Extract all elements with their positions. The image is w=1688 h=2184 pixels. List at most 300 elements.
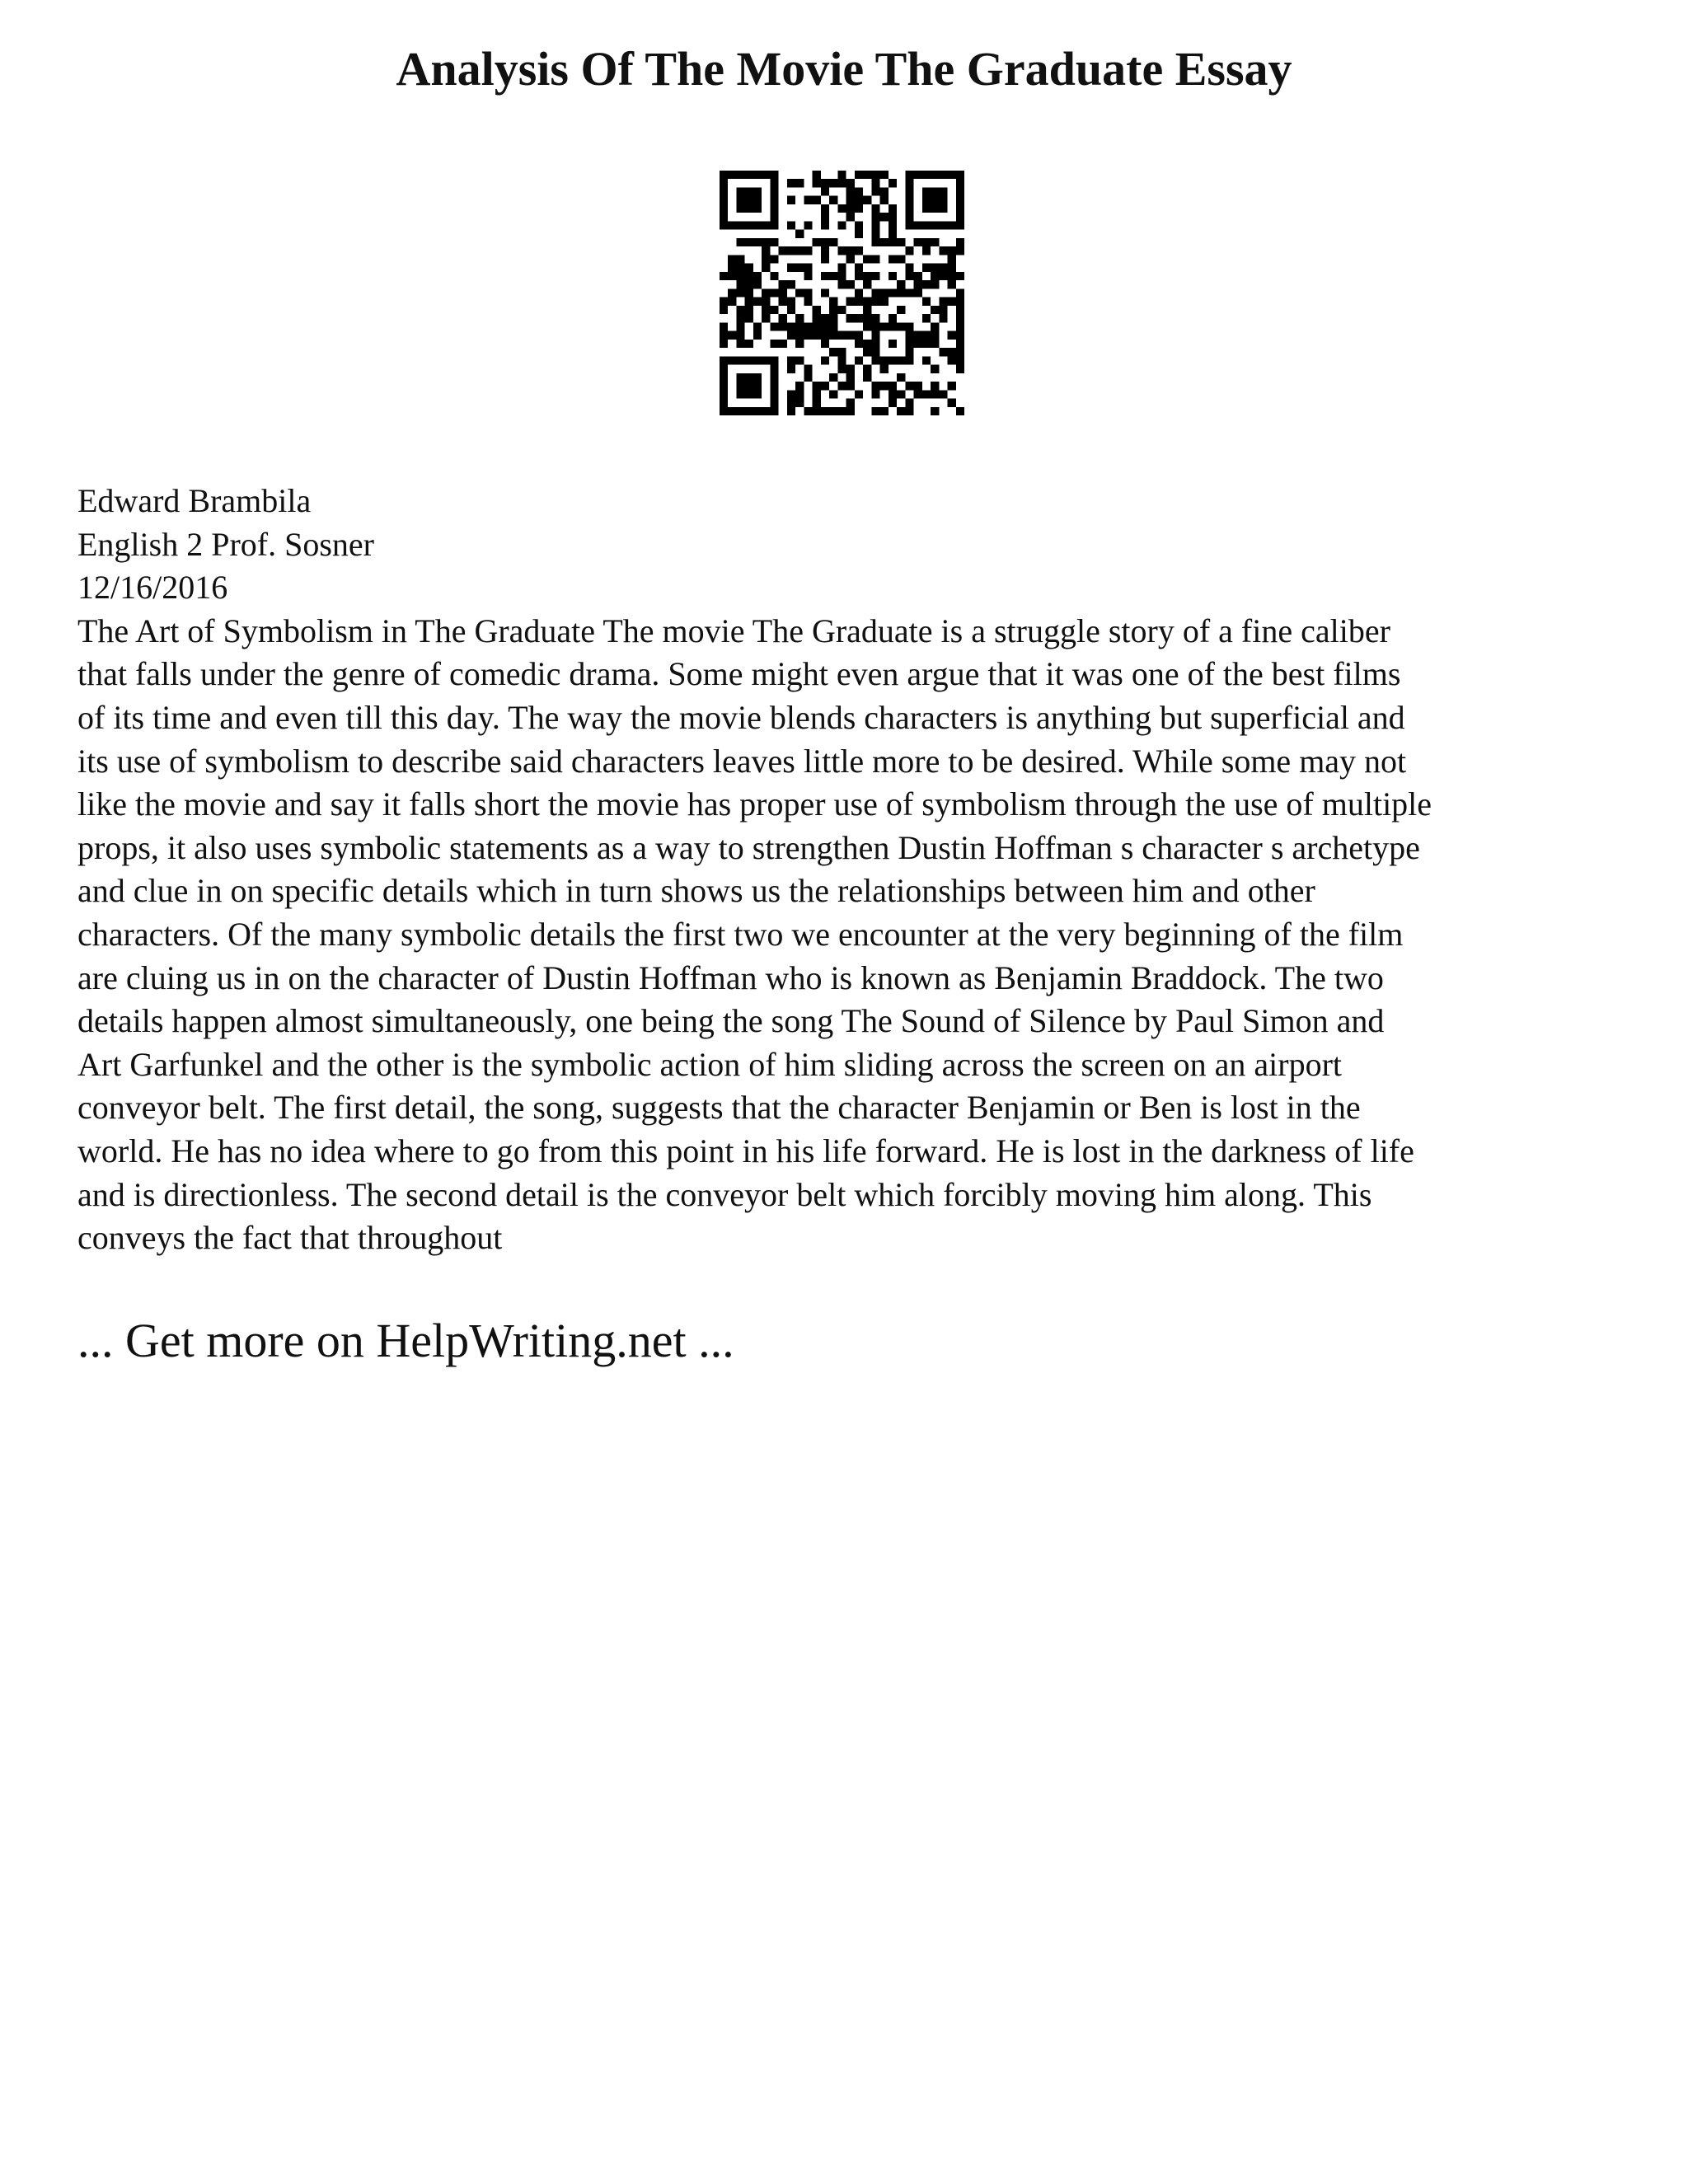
qr-module <box>948 264 956 272</box>
qr-module <box>745 382 753 390</box>
qr-module <box>787 331 795 340</box>
qr-module <box>728 255 736 263</box>
qr-module <box>728 288 736 297</box>
qr-module <box>889 272 897 280</box>
qr-module <box>897 322 905 330</box>
qr-module <box>821 204 829 213</box>
qr-module <box>905 187 913 195</box>
qr-module <box>846 255 855 263</box>
qr-module <box>897 306 905 314</box>
qr-module <box>753 407 762 415</box>
qr-module <box>736 280 744 288</box>
qr-module <box>880 196 889 204</box>
qr-module <box>956 298 964 306</box>
qr-module <box>787 306 795 314</box>
qr-module <box>720 179 728 187</box>
qr-module <box>770 365 778 373</box>
qr-module <box>948 255 956 263</box>
qr-module <box>795 322 804 330</box>
qr-module <box>948 382 956 390</box>
qr-module <box>956 238 964 246</box>
qr-module <box>905 407 913 415</box>
qr-module <box>855 187 863 195</box>
qr-module <box>863 298 871 306</box>
qr-module <box>745 221 753 229</box>
date-line: 12/16/2016 <box>77 569 228 607</box>
qr-module <box>922 221 931 229</box>
qr-module <box>736 221 744 229</box>
qr-module <box>846 280 855 288</box>
qr-module <box>846 246 855 255</box>
qr-module <box>736 373 744 382</box>
qr-module <box>728 298 736 306</box>
qr-module <box>956 331 964 340</box>
qr-module <box>821 407 829 415</box>
qr-module <box>821 255 829 263</box>
qr-module <box>956 213 964 221</box>
qr-module <box>829 322 837 330</box>
qr-module <box>846 213 855 221</box>
qr-module <box>837 179 846 187</box>
qr-code-icon <box>720 171 964 415</box>
qr-module <box>948 272 956 280</box>
qr-module <box>931 407 939 415</box>
qr-module <box>821 322 829 330</box>
qr-module <box>905 288 913 297</box>
qr-module <box>720 272 728 280</box>
qr-module <box>736 264 744 272</box>
qr-module <box>855 246 863 255</box>
qr-module <box>931 187 939 195</box>
qr-module <box>770 204 778 213</box>
qr-module <box>914 382 922 390</box>
body-line: are cluing us in on the character of Dustin Hoffman who is known as Benjamin Braddock. The two <box>77 958 1384 996</box>
qr-module <box>829 373 837 382</box>
qr-module <box>931 306 939 314</box>
qr-module <box>728 407 736 415</box>
qr-module <box>745 196 753 204</box>
qr-module <box>829 179 837 187</box>
qr-module <box>922 196 931 204</box>
qr-module <box>922 246 931 255</box>
qr-module <box>871 288 879 297</box>
qr-module <box>770 407 778 415</box>
qr-module <box>736 171 744 179</box>
qr-module <box>846 204 855 213</box>
qr-module <box>905 213 913 221</box>
qr-module <box>770 171 778 179</box>
qr-module <box>948 171 956 179</box>
qr-module <box>795 390 804 398</box>
qr-module <box>871 272 879 280</box>
qr-module <box>948 280 956 288</box>
qr-module <box>855 340 863 348</box>
qr-module <box>905 196 913 204</box>
qr-module <box>770 340 778 348</box>
qr-module <box>931 322 939 330</box>
qr-module <box>846 407 855 415</box>
qr-module <box>736 407 744 415</box>
qr-module <box>846 331 855 340</box>
qr-module <box>753 373 762 382</box>
qr-module <box>880 187 889 195</box>
qr-module <box>753 322 762 330</box>
qr-module <box>871 204 879 213</box>
qr-module <box>931 238 939 246</box>
qr-module <box>795 179 804 187</box>
qr-module <box>813 322 821 330</box>
qr-module <box>762 407 770 415</box>
qr-module <box>956 187 964 195</box>
qr-module <box>931 272 939 280</box>
qr-module <box>829 196 837 204</box>
qr-module <box>897 238 905 246</box>
qr-module <box>855 331 863 340</box>
qr-module <box>720 399 728 407</box>
qr-module <box>871 213 879 221</box>
qr-module <box>753 171 762 179</box>
qr-module <box>770 196 778 204</box>
qr-module <box>931 365 939 373</box>
qr-module <box>956 246 964 255</box>
qr-module <box>931 340 939 348</box>
qr-module <box>762 298 770 306</box>
qr-module <box>745 298 753 306</box>
qr-module <box>787 179 795 187</box>
qr-module <box>914 238 922 246</box>
qr-module <box>905 264 913 272</box>
qr-module <box>939 187 947 195</box>
qr-module <box>905 399 913 407</box>
qr-module <box>846 373 855 382</box>
qr-module <box>753 280 762 288</box>
qr-module <box>956 365 964 373</box>
qr-module <box>745 204 753 213</box>
qr-module <box>846 365 855 373</box>
qr-module <box>762 314 770 322</box>
qr-module <box>728 272 736 280</box>
qr-module <box>855 196 863 204</box>
qr-module <box>837 356 846 364</box>
qr-module <box>922 314 931 322</box>
qr-module <box>804 365 812 373</box>
qr-module <box>931 382 939 390</box>
qr-module <box>855 314 863 322</box>
qr-module <box>914 280 922 288</box>
qr-module <box>939 171 947 179</box>
qr-module <box>871 331 879 340</box>
qr-module <box>889 179 897 187</box>
qr-module <box>905 322 913 330</box>
qr-module <box>931 196 939 204</box>
page-title: Analysis Of The Movie The Graduate Essay <box>396 42 1292 96</box>
qr-module <box>956 314 964 322</box>
qr-module <box>804 331 812 340</box>
qr-module <box>897 390 905 398</box>
qr-module <box>897 356 905 364</box>
qr-module <box>728 221 736 229</box>
qr-module <box>736 187 744 195</box>
qr-module <box>889 382 897 390</box>
qr-module <box>905 179 913 187</box>
qr-module <box>889 204 897 213</box>
qr-module <box>770 213 778 221</box>
qr-module <box>837 348 846 356</box>
qr-module <box>837 382 846 390</box>
qr-module <box>931 280 939 288</box>
qr-module <box>720 196 728 204</box>
qr-module <box>880 356 889 364</box>
qr-module <box>871 340 879 348</box>
qr-module <box>948 298 956 306</box>
qr-module <box>889 230 897 238</box>
qr-module <box>770 288 778 297</box>
qr-module <box>804 298 812 306</box>
qr-module <box>770 399 778 407</box>
qr-module <box>855 204 863 213</box>
qr-module <box>939 298 947 306</box>
qr-module <box>804 246 812 255</box>
qr-module <box>922 204 931 213</box>
qr-module <box>736 340 744 348</box>
qr-module <box>736 272 744 280</box>
qr-module <box>889 238 897 246</box>
qr-module <box>846 196 855 204</box>
qr-module <box>787 407 795 415</box>
qr-module <box>779 246 787 255</box>
qr-module <box>745 280 753 288</box>
qr-module <box>837 204 846 213</box>
qr-module <box>931 331 939 340</box>
qr-module <box>939 272 947 280</box>
qr-module <box>897 288 905 297</box>
qr-module <box>762 288 770 297</box>
qr-module <box>837 365 846 373</box>
qr-module <box>804 221 812 229</box>
qr-module <box>720 187 728 195</box>
qr-module <box>753 238 762 246</box>
qr-module <box>880 298 889 306</box>
qr-module <box>871 187 879 195</box>
course-line: English 2 Prof. Sosner <box>77 525 374 563</box>
qr-module <box>871 322 879 330</box>
qr-module <box>762 255 770 263</box>
qr-module <box>753 221 762 229</box>
qr-module <box>905 221 913 229</box>
body-line: that falls under the genre of comedic drama. Some might even argue that it was one of the best films <box>77 655 1401 693</box>
qr-module <box>753 272 762 280</box>
qr-module <box>720 213 728 221</box>
qr-module <box>837 272 846 280</box>
qr-module <box>871 390 879 398</box>
qr-module <box>829 306 837 314</box>
qr-module <box>863 340 871 348</box>
qr-module <box>880 322 889 330</box>
body-line: of its time and even till this day. The way the movie blends characters is anything but superficial and <box>77 698 1405 736</box>
qr-module <box>837 280 846 288</box>
qr-module <box>939 306 947 314</box>
qr-module <box>846 187 855 195</box>
qr-module <box>905 382 913 390</box>
qr-module <box>829 298 837 306</box>
essay-body <box>77 480 1627 1260</box>
qr-module <box>956 306 964 314</box>
qr-module <box>720 204 728 213</box>
qr-module <box>787 322 795 330</box>
qr-module <box>905 246 913 255</box>
qr-module <box>939 204 947 213</box>
qr-module <box>745 407 753 415</box>
qr-module <box>956 196 964 204</box>
qr-module <box>821 356 829 364</box>
qr-module <box>905 171 913 179</box>
qr-module <box>837 407 846 415</box>
qr-module <box>914 288 922 297</box>
qr-module <box>736 288 744 297</box>
qr-module <box>736 356 744 364</box>
qr-module <box>770 221 778 229</box>
qr-module <box>821 331 829 340</box>
qr-module <box>939 390 947 398</box>
qr-module <box>770 382 778 390</box>
qr-module <box>770 272 778 280</box>
qr-module <box>779 314 787 322</box>
qr-module <box>720 322 728 330</box>
qr-module <box>821 187 829 195</box>
qr-module <box>779 340 787 348</box>
qr-module <box>863 314 871 322</box>
qr-module <box>863 272 871 280</box>
qr-module <box>745 288 753 297</box>
qr-module <box>720 365 728 373</box>
qr-module <box>922 298 931 306</box>
qr-module <box>931 204 939 213</box>
qr-module <box>787 356 795 364</box>
qr-module <box>863 196 871 204</box>
qr-module <box>956 221 964 229</box>
qr-module <box>871 348 879 356</box>
qr-module <box>787 196 795 204</box>
qr-module <box>931 264 939 272</box>
qr-module <box>787 246 795 255</box>
qr-module <box>914 221 922 229</box>
qr-module <box>905 272 913 280</box>
qr-module <box>863 171 871 179</box>
qr-module <box>863 255 871 263</box>
qr-module <box>745 356 753 364</box>
qr-module <box>948 356 956 364</box>
qr-module <box>804 373 812 382</box>
body-line: its use of symbolism to describe said characters leaves little more to be desired. While some may not <box>77 742 1407 780</box>
qr-module <box>889 322 897 330</box>
qr-module <box>753 196 762 204</box>
qr-module <box>855 298 863 306</box>
qr-module <box>871 314 879 322</box>
qr-module <box>914 390 922 398</box>
get-more-link[interactable]: ... Get more on HelpWriting.net ... <box>77 1314 734 1367</box>
qr-module <box>779 298 787 306</box>
qr-module <box>813 306 821 314</box>
qr-module <box>880 171 889 179</box>
qr-module <box>795 382 804 390</box>
qr-module <box>956 179 964 187</box>
qr-module <box>753 356 762 364</box>
qr-module <box>829 331 837 340</box>
qr-module <box>922 280 931 288</box>
qr-module <box>871 221 879 229</box>
body-line: like the movie and say it falls short the movie has proper use of symbolism through the use of multiple <box>77 785 1432 823</box>
qr-module <box>813 399 821 407</box>
qr-module <box>871 255 879 263</box>
qr-module <box>905 348 913 356</box>
qr-module <box>871 407 879 415</box>
qr-module <box>787 264 795 272</box>
qr-module <box>736 204 744 213</box>
qr-module <box>795 399 804 407</box>
qr-module <box>720 298 728 306</box>
qr-module <box>720 390 728 398</box>
qr-module <box>855 221 863 229</box>
qr-module <box>795 356 804 364</box>
qr-module <box>787 365 795 373</box>
qr-module <box>871 356 879 364</box>
qr-module <box>837 264 846 272</box>
qr-module <box>770 187 778 195</box>
qr-module <box>889 340 897 348</box>
qr-module <box>956 322 964 330</box>
qr-module <box>905 204 913 213</box>
body-line: Art Garfunkel and the other is the symbolic action of him sliding across the screen on an airport <box>77 1045 1343 1083</box>
qr-module <box>863 322 871 330</box>
qr-module <box>922 340 931 348</box>
qr-module <box>956 171 964 179</box>
qr-module <box>829 407 837 415</box>
qr-module <box>813 382 821 390</box>
qr-module <box>821 340 829 348</box>
qr-module <box>753 390 762 398</box>
qr-module <box>948 331 956 340</box>
qr-module <box>889 314 897 322</box>
body-line: and clue in on specific details which in turn shows us the relationships between him and other <box>77 872 1315 910</box>
qr-module <box>829 348 837 356</box>
qr-module <box>880 407 889 415</box>
qr-module <box>745 390 753 398</box>
qr-module <box>745 187 753 195</box>
qr-module <box>948 246 956 255</box>
qr-module <box>745 340 753 348</box>
qr-module <box>762 356 770 364</box>
qr-module <box>813 390 821 398</box>
qr-module <box>889 390 897 398</box>
qr-module <box>846 179 855 187</box>
qr-module <box>863 373 871 382</box>
body-line: conveyor belt. The first detail, the song, suggests that the character Benjamin or Ben is lost in the <box>77 1089 1361 1127</box>
qr-module <box>922 238 931 246</box>
qr-module <box>753 331 762 340</box>
qr-module <box>855 288 863 297</box>
qr-module <box>720 373 728 382</box>
qr-module <box>821 272 829 280</box>
qr-module <box>795 331 804 340</box>
qr-module <box>948 348 956 356</box>
body-line: world. He has no idea where to go from this point in his life forward. He is lost in the darkness of life <box>77 1132 1414 1169</box>
qr-module <box>720 306 728 314</box>
qr-module <box>889 213 897 221</box>
qr-module <box>762 306 770 314</box>
qr-module <box>821 314 829 322</box>
qr-module <box>795 314 804 322</box>
qr-module <box>770 373 778 382</box>
